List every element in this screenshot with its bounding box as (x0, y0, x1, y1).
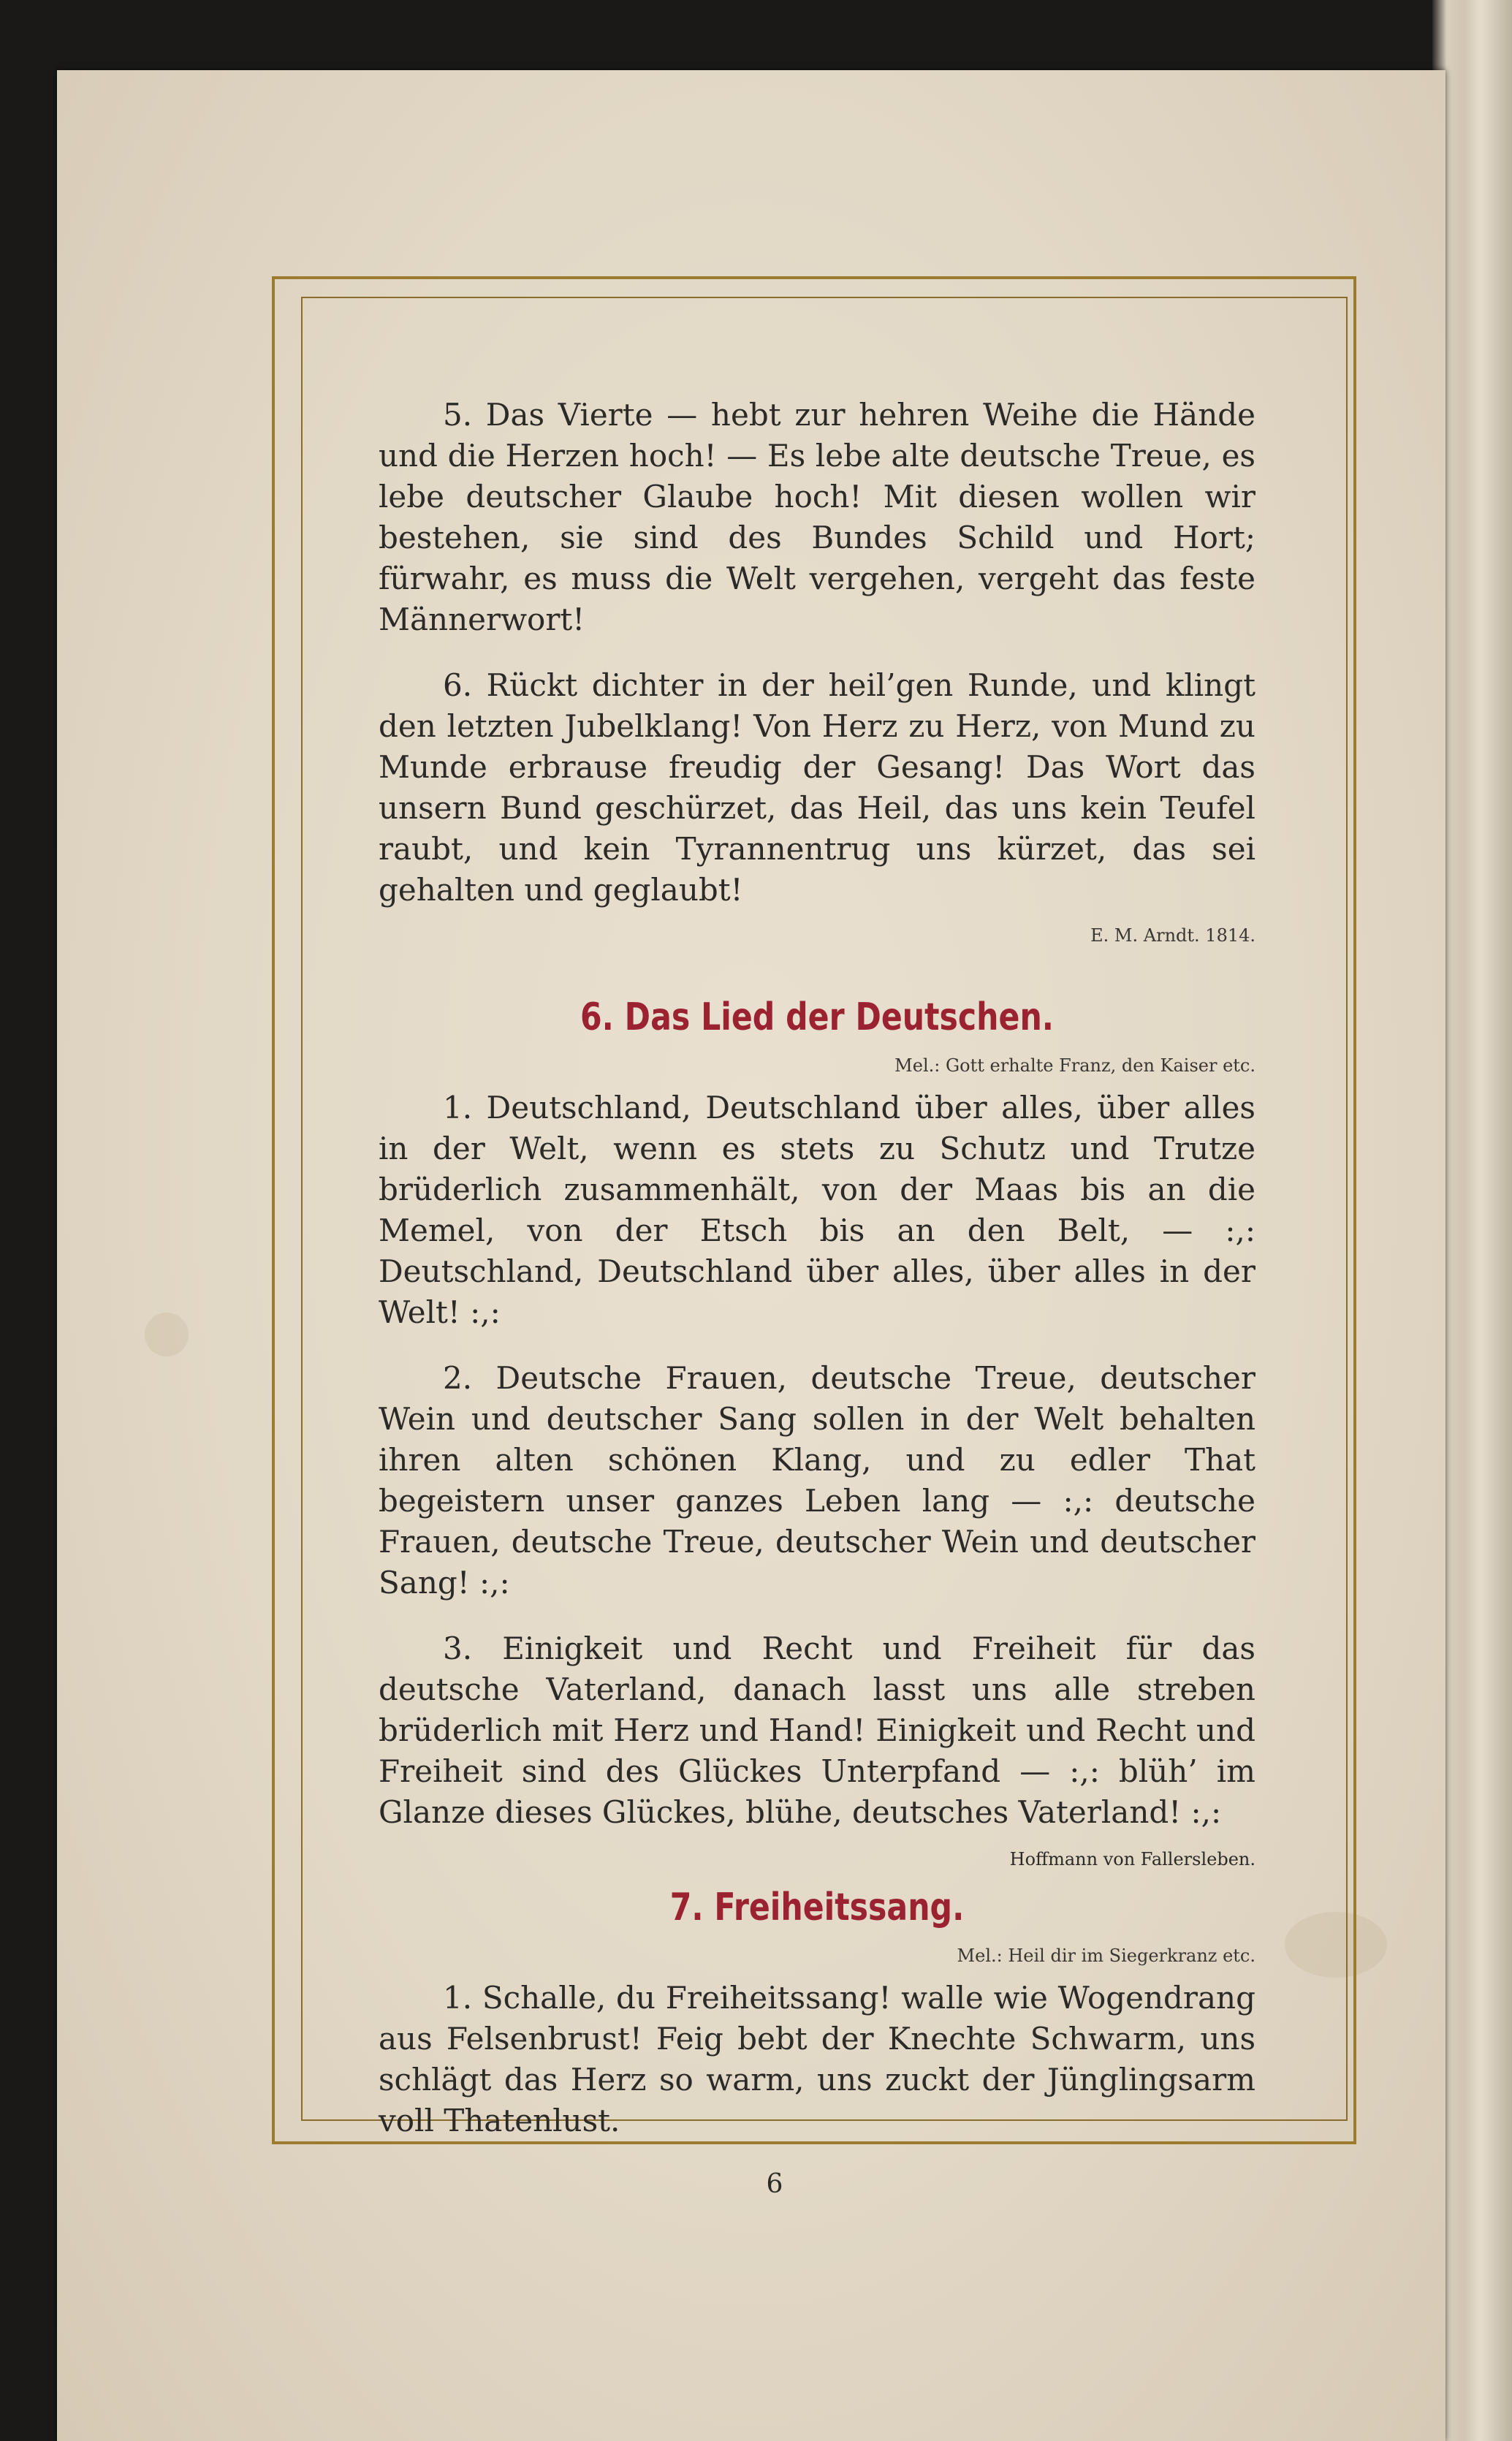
author-attribution: Hoffmann von Fallersleben. (1009, 1849, 1255, 1869)
page-number: 6 (766, 2169, 783, 2199)
song-title: 7. Freiheitssang. (669, 1886, 965, 1929)
paper-stain (145, 1313, 189, 1356)
author-attribution: E. M. Arndt. 1814. (1090, 925, 1255, 946)
stanza-6: 6. Rückt dichter in der heil’gen Runde, und klingt den letzten Jubelklang! Von Herz zu Herz, von Mund zu Munde erbrause freudig der Gesang! Das Wort das unsern Bund geschürzet, das Heil, das uns kein Teufel raubt, und kein Tyrannentrug uns kürzet, das sei gehalten und geglaubt! (379, 667, 1255, 908)
stanza-3 (379, 1628, 1255, 1869)
stanza-5: 5. Das Vierte — hebt zur hehren Weihe die Hände und die Herzen hoch! — Es lebe alte deutsche Treue, es lebe deutscher Glaube hoch! Mit diesen wollen wir bestehen, sie sind des Bundes Schild und Hort; fürwahr, es muss die Welt vergehen, vergeht das feste Männerwort! (379, 397, 1255, 637)
melody-note: Mel.: Gott erhalte Franz, den Kaiser etc. (894, 1055, 1255, 1076)
stanza-1: 1. Deutschland, Deutschland über alles, über alles in der Welt, wenn es stets zu Schutz und Trutze brüderlich zusammenhält, von der Maas bis an die Memel, von der Etsch bis an den Belt, — :,: Deutschland, Deutschland über alles, über alles in der Welt! :,: (379, 1090, 1255, 1330)
stanza-3-text: 3. Einigkeit und Recht und Freiheit für das deutsche Vaterland, danach lasst uns alle streben brüderlich mit Herz und Hand! Einigkeit und Recht und Freiheit sind des Glückes Unterpfand — :,: blüh’ im Glanze dieses Glückes, blühe, deutsches Vaterland! :,: (379, 1631, 1255, 1830)
stanza-2: 2. Deutsche Frauen, deutsche Treue, deutscher Wein und deutscher Sang sollen in der Welt behalten ihren alten schönen Klang, und zu edler That begeistern unser ganzes Leben lang — :,: deutsche Frauen, deutsche Treue, deutscher Wein und deutscher Sang! :,: (379, 1360, 1255, 1601)
stanza-1: 1. Schalle, du Freiheitssang! walle wie Wogendrang aus Felsenbrust! Feig bebt der Knechte Schwarm, uns schlägt das Herz so warm, uns zuckt der Jünglingsarm voll Thatenlust. (379, 1980, 1255, 2138)
melody-note: Mel.: Heil dir im Siegerkranz etc. (957, 1945, 1255, 1966)
page-content (379, 395, 1255, 2166)
song-title: 6. Das Lied der Deutschen. (580, 995, 1055, 1039)
